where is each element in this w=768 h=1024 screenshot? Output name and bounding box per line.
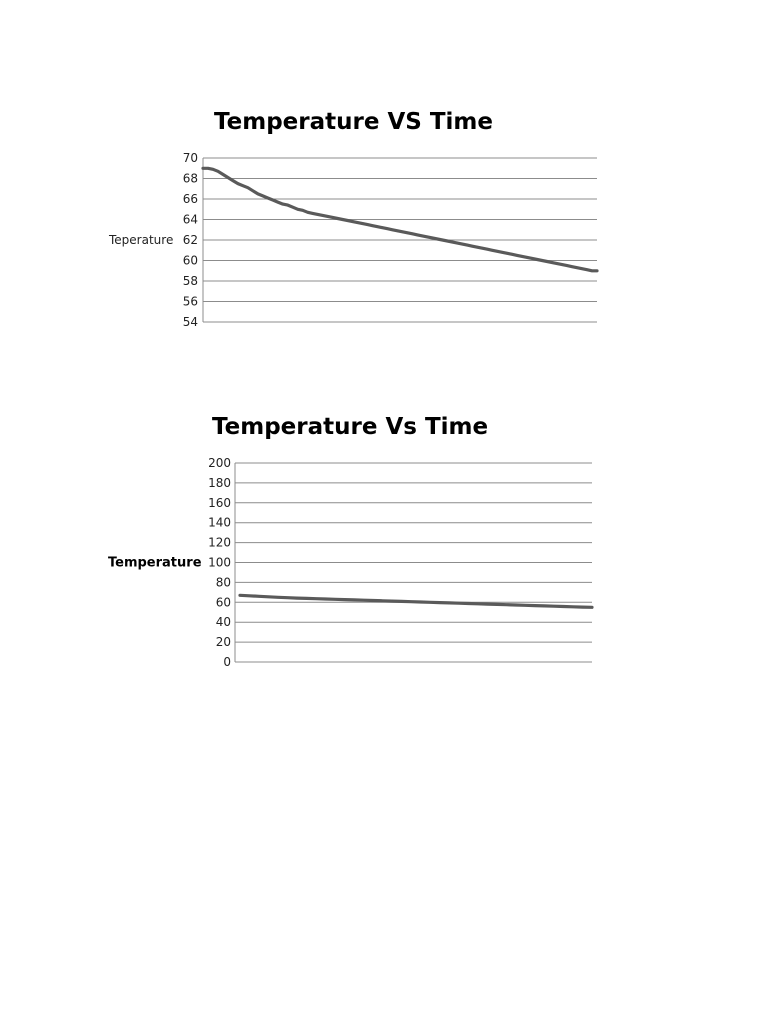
data-point	[521, 256, 523, 258]
data-point	[363, 599, 365, 601]
data-point	[496, 604, 498, 606]
data-point	[302, 210, 304, 212]
chart-plot-area	[0, 400, 768, 680]
data-point	[382, 600, 384, 602]
data-point	[492, 250, 494, 252]
data-point	[347, 220, 349, 222]
data-point	[586, 269, 588, 271]
data-point	[541, 260, 543, 262]
data-point	[591, 270, 593, 272]
data-point	[327, 216, 329, 218]
y-tick-label: 58	[182, 274, 198, 288]
data-point	[277, 201, 279, 203]
data-point	[282, 203, 284, 205]
data-point	[382, 227, 384, 229]
data-point	[387, 228, 389, 230]
data-point	[212, 169, 214, 171]
data-point	[247, 187, 249, 189]
data-point	[277, 597, 279, 599]
data-point	[563, 606, 565, 608]
data-point	[581, 268, 583, 270]
y-tick-label: 60	[215, 595, 231, 610]
data-point	[312, 213, 314, 215]
chart-temperature-vs-time-2	[0, 400, 768, 680]
data-point	[237, 183, 239, 185]
data-point	[427, 236, 429, 238]
data-point	[422, 235, 424, 237]
data-point	[407, 232, 409, 234]
data-point	[432, 237, 434, 239]
data-point	[410, 601, 412, 603]
data-point	[344, 599, 346, 601]
data-point	[315, 598, 317, 600]
data-point	[357, 222, 359, 224]
data-point	[536, 259, 538, 261]
y-tick-label: 0	[223, 655, 231, 669]
data-point	[572, 606, 574, 608]
data-point	[392, 229, 394, 231]
data-point	[482, 247, 484, 249]
data-point	[430, 602, 432, 604]
data-point	[222, 174, 224, 176]
data-point	[317, 214, 319, 216]
data-point	[391, 600, 393, 602]
y-tick-label: 62	[182, 233, 198, 247]
data-point	[467, 244, 469, 246]
data-point	[252, 190, 254, 192]
data-point	[332, 217, 334, 219]
data-point	[468, 603, 470, 605]
data-point	[239, 595, 241, 597]
data-point	[487, 248, 489, 250]
data-point	[437, 238, 439, 240]
y-tick-label: 56	[182, 294, 198, 309]
y-tick-label: 140	[208, 515, 231, 530]
data-point	[497, 251, 499, 253]
data-point	[227, 177, 229, 179]
data-point	[258, 596, 260, 598]
y-axis-label: Teperature	[109, 233, 174, 247]
data-point	[544, 605, 546, 607]
data-point	[412, 233, 414, 235]
chart-temperature-vs-time-1	[0, 95, 768, 345]
data-point	[596, 270, 598, 272]
data-point	[458, 602, 460, 604]
data-point	[262, 195, 264, 197]
y-tick-label: 54	[182, 315, 198, 329]
data-point	[352, 221, 354, 223]
data-point	[506, 253, 508, 255]
data-point	[551, 262, 553, 264]
data-point	[582, 606, 584, 608]
data-point	[397, 230, 399, 232]
data-point	[472, 245, 474, 247]
data-point	[325, 598, 327, 600]
data-point	[417, 234, 419, 236]
chart-plot-area	[0, 95, 768, 345]
data-point	[372, 600, 374, 602]
data-point	[501, 252, 503, 254]
data-point	[566, 265, 568, 267]
data-point	[242, 185, 244, 187]
data-point	[402, 231, 404, 233]
data-point	[477, 246, 479, 248]
data-point	[420, 601, 422, 603]
data-point	[442, 239, 444, 241]
data-point	[334, 599, 336, 601]
data-point	[232, 180, 234, 182]
data-point	[447, 240, 449, 242]
data-point	[531, 258, 533, 260]
y-tick-label: 200	[208, 456, 231, 470]
data-point	[576, 267, 578, 269]
data-point	[372, 225, 374, 227]
data-point	[292, 206, 294, 208]
data-point	[322, 215, 324, 217]
y-tick-label: 20	[215, 635, 231, 650]
data-point	[452, 241, 454, 243]
data-point	[556, 263, 558, 265]
data-point	[272, 199, 274, 201]
data-point	[487, 603, 489, 605]
data-point	[377, 226, 379, 228]
y-tick-label: 120	[208, 535, 231, 550]
data-point	[449, 602, 451, 604]
data-point	[439, 602, 441, 604]
data-point	[353, 599, 355, 601]
data-point	[516, 255, 518, 257]
data-point	[546, 261, 548, 263]
y-tick-label: 100	[208, 555, 231, 570]
data-point	[287, 597, 289, 599]
data-point	[561, 264, 563, 266]
data-point	[525, 605, 527, 607]
data-point	[515, 604, 517, 606]
y-tick-label: 40	[215, 615, 231, 630]
data-point	[457, 242, 459, 244]
chart-title: Temperature VS Time	[214, 109, 493, 135]
y-tick-label: 70	[182, 151, 198, 165]
data-point	[202, 168, 204, 170]
data-point	[506, 604, 508, 606]
chart-title: Temperature Vs Time	[212, 414, 489, 440]
y-tick-label: 68	[182, 171, 198, 186]
y-tick-label: 60	[182, 253, 198, 268]
data-point	[268, 596, 270, 598]
data-point	[342, 219, 344, 221]
data-point	[401, 601, 403, 603]
data-point	[362, 223, 364, 225]
data-point	[296, 597, 298, 599]
series-line	[240, 595, 592, 607]
data-point	[571, 266, 573, 268]
data-point	[526, 257, 528, 259]
data-point	[217, 171, 219, 173]
data-point	[462, 243, 464, 245]
data-point	[367, 224, 369, 226]
y-axis-label: Temperature	[108, 555, 202, 571]
data-point	[207, 168, 209, 170]
data-point	[287, 204, 289, 206]
data-point	[337, 218, 339, 220]
data-point	[297, 209, 299, 211]
y-tick-label: 180	[208, 475, 231, 490]
data-point	[267, 197, 269, 199]
y-tick-label: 80	[215, 575, 231, 590]
y-tick-label: 66	[182, 192, 198, 206]
data-point	[249, 595, 251, 597]
data-point	[534, 605, 536, 607]
data-point	[477, 603, 479, 605]
data-point	[257, 193, 259, 195]
y-tick-label: 160	[208, 495, 231, 510]
y-tick-label: 64	[182, 212, 198, 227]
data-point	[306, 598, 308, 600]
data-point	[307, 212, 309, 214]
data-point	[511, 254, 513, 256]
data-point	[553, 605, 555, 607]
data-point	[591, 607, 593, 609]
